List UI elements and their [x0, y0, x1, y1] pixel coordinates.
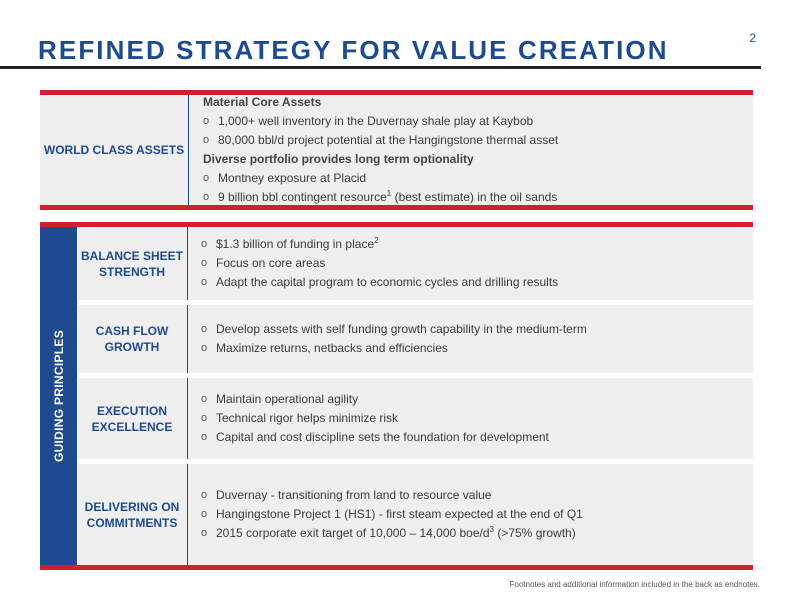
page-number: 2 [749, 31, 756, 45]
principle-row-balance-sheet [77, 227, 753, 300]
guiding-principles-panel [40, 222, 753, 570]
bullet-icon: o [201, 276, 208, 288]
principle-label: BALANCE SHEET STRENGTH [77, 227, 188, 300]
bullet-icon: o [201, 393, 208, 405]
list-item: o Duvernay - transitioning from land to resource value [201, 486, 753, 505]
list-item: o Adapt the capital program to economic cycles and drilling results [201, 273, 753, 292]
principle-label: CASH FLOW GROWTH [77, 305, 188, 373]
principle-content [187, 305, 753, 373]
list-item: o Hangingstone Project 1 (HS1) - first steam expected at the end of Q1 [201, 505, 753, 524]
list-item: o Develop assets with self funding growth capability in the medium-term [201, 320, 753, 339]
bullet-icon: o [203, 134, 210, 146]
bullet-icon: o [203, 115, 210, 127]
principle-label: DELIVERING ON COMMITMENTS [77, 464, 188, 565]
list-item: o Focus on core areas [201, 254, 753, 273]
bullet-icon: o [203, 191, 210, 203]
guiding-principles-label: GUIDING PRINCIPLES [51, 329, 66, 463]
principle-label: EXECUTION EXCELLENCE [77, 378, 188, 459]
world-class-assets-label: WORLD CLASS ASSETS [43, 143, 185, 157]
diverse-portfolio-heading: Diverse portfolio provides long term optionality [203, 152, 474, 166]
list-item: o 80,000 bbl/d project potential at the Hangingstone thermal asset [203, 131, 753, 150]
list-item: o 2015 corporate exit target of 10,000 – 14,000 boe/$d^3$ (>75% growth) [201, 524, 753, 543]
footnote-ref: 1 [386, 189, 392, 198]
principle-content [187, 378, 753, 459]
material-core-heading: Material Core Assets [203, 95, 322, 109]
footnote-ref: 2 [374, 236, 379, 245]
page-title: REFINED STRATEGY FOR VALUE CREATION [38, 35, 669, 65]
footnote-text: Footnotes and additional information included in the back as endnotes. [509, 580, 760, 589]
principle-content [187, 227, 753, 300]
guiding-principles-sidebar [40, 227, 78, 565]
bullet-icon: o [201, 257, 208, 269]
bullet-icon: o [203, 172, 210, 184]
principle-row-delivering [77, 464, 753, 565]
principle-row-cash-flow [77, 305, 753, 373]
world-class-assets-panel [40, 90, 753, 210]
bullet-icon: o [201, 527, 208, 539]
bullet-icon: o [201, 431, 208, 443]
bullet-icon: o [201, 489, 208, 501]
list-item: o 9 billion bbl contingent resource$^1$ (best estimate) in the oil sands [203, 188, 753, 207]
title-divider [0, 66, 761, 69]
list-item: o Capital and cost discipline sets the foundation for development [201, 428, 753, 447]
bullet-icon: o [201, 412, 208, 424]
bullet-icon: o [201, 508, 208, 520]
list-item: o Maintain operational agility [201, 390, 753, 409]
list-item: o 1,000+ well inventory in the Duvernay shale play at Kaybob [203, 112, 753, 131]
list-item: o Technical rigor helps minimize risk [201, 409, 753, 428]
world-class-assets-content [188, 95, 753, 205]
principle-content [187, 464, 753, 565]
footnote-ref: 3 [489, 525, 494, 534]
list-item: o Montney exposure at Placid [203, 169, 753, 188]
bullet-icon: o [201, 342, 208, 354]
principle-row-execution [77, 378, 753, 459]
list-item: o $1.3 billion of funding in place$^2$ [201, 235, 753, 254]
bullet-icon: o [201, 238, 208, 250]
list-item: o Maximize returns, netbacks and efficiencies [201, 339, 753, 358]
bullet-icon: o [201, 323, 208, 335]
